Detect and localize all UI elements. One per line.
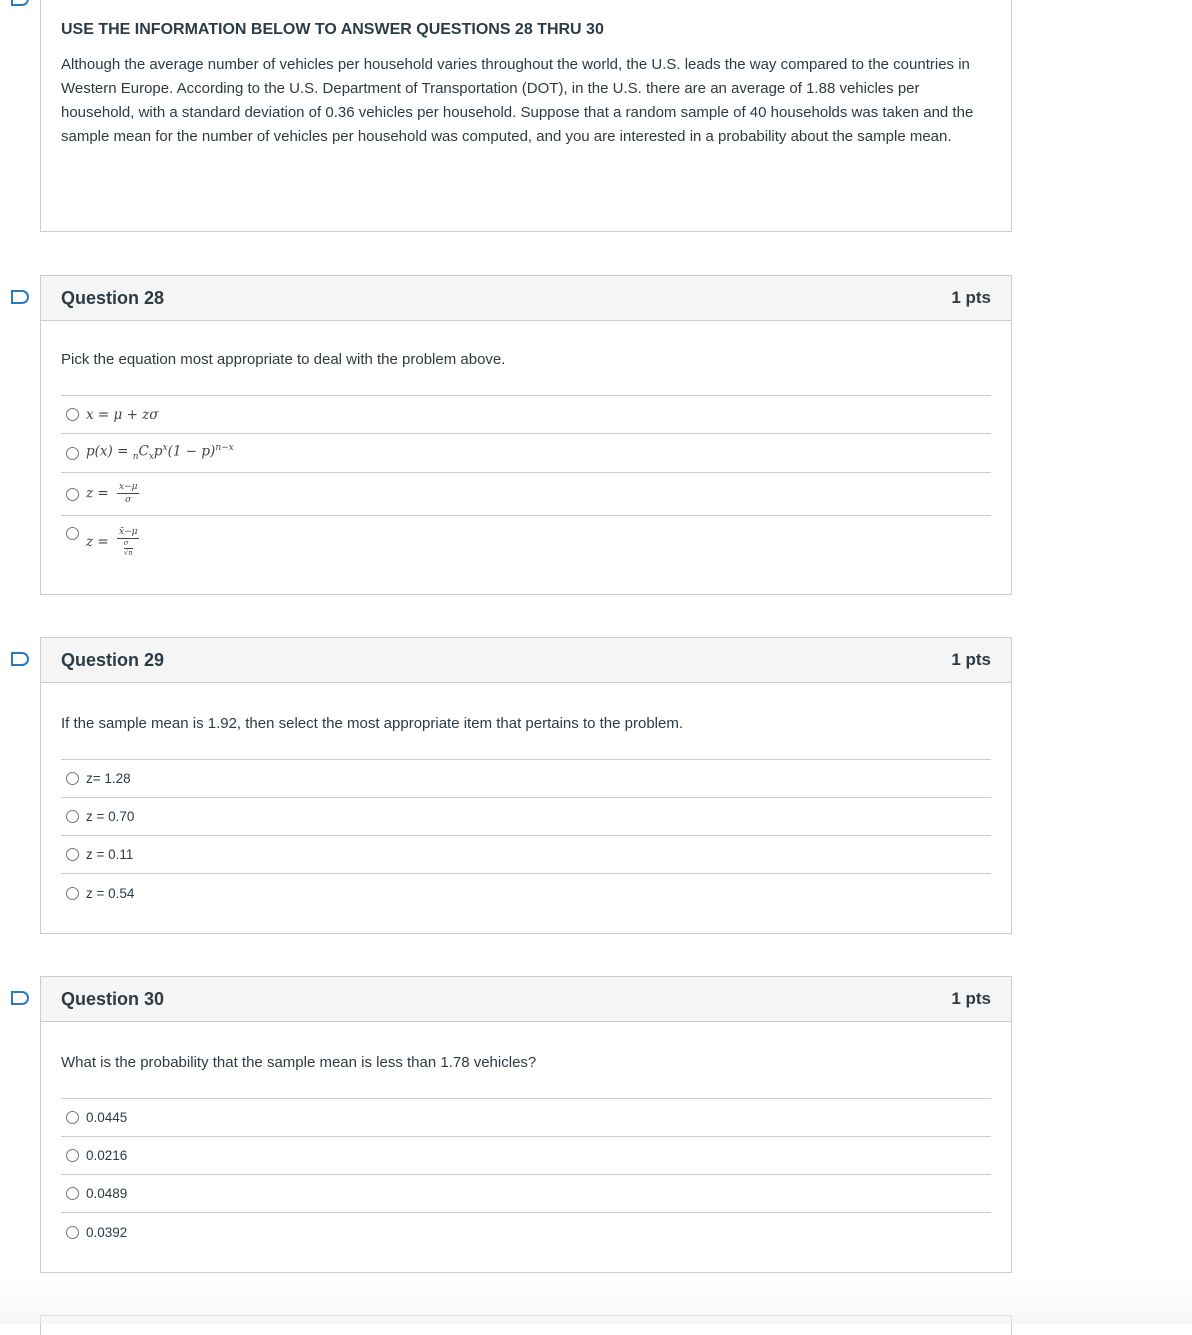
radio-button[interactable] xyxy=(66,1111,79,1124)
radio-button[interactable] xyxy=(66,447,79,460)
answer-option[interactable] xyxy=(61,396,991,434)
question-title: Question 30 xyxy=(61,988,165,1009)
answer-formula: $p(x) = _nC_xp^x(1 - p)^{n-x}$ xyxy=(86,443,234,463)
answer-list xyxy=(61,759,991,912)
answer-label: 0.0489 xyxy=(86,1186,128,1201)
answer-label: 0.0392 xyxy=(86,1224,128,1240)
question-points: 1 pts xyxy=(951,650,991,669)
info-text: Although the average number of vehicles per household varies throughout the world, the U.S. leads the way compared to the countries in Western Europe. According to the U.S. Department of Transportation (DOT), in the U.S. there are an average of 1.88 vehicles per household, with a standard deviation of 0.36 vehicles per household. Suppose that a random sample of 40 households was taken and the sample mean for the number of vehicles per household was computed, and you are interested in a probability about the sample mean. xyxy=(61,56,974,145)
answer-option[interactable] xyxy=(61,760,991,798)
answer-option[interactable] xyxy=(61,874,991,912)
radio-button[interactable] xyxy=(66,1187,79,1200)
answer-option[interactable] xyxy=(61,1175,991,1213)
question-29 xyxy=(40,637,1012,934)
question-header xyxy=(41,977,1011,1022)
radio-button[interactable] xyxy=(66,488,79,501)
answer-formula: z = x̄−μ σ √n xyxy=(86,527,138,557)
question-text: If the sample mean is 1.92, then select the most appropriate item that pertains to the problem. xyxy=(61,715,684,732)
answer-option[interactable] xyxy=(61,836,991,874)
answer-label: z= 1.28 xyxy=(86,771,131,786)
answer-option[interactable] xyxy=(61,516,991,568)
answer-option[interactable] xyxy=(61,1137,991,1175)
info-title: USE THE INFORMATION BELOW TO ANSWER QUESTIONS 28 THRU 30 xyxy=(61,21,604,38)
question-28 xyxy=(40,275,1012,595)
flag-question-30-icon[interactable] xyxy=(11,991,29,1005)
answer-option[interactable] xyxy=(61,798,991,836)
answer-label: 0.0216 xyxy=(86,1148,128,1163)
answer-option[interactable] xyxy=(61,473,991,516)
radio-button[interactable] xyxy=(66,810,79,823)
radio-button[interactable] xyxy=(66,1226,79,1239)
radio-button[interactable] xyxy=(66,848,79,861)
answer-label: z = 0.70 xyxy=(86,809,135,824)
question-header xyxy=(41,276,1011,321)
info-panel xyxy=(40,0,1012,232)
radio-button[interactable] xyxy=(66,887,79,900)
answer-option[interactable] xyxy=(61,1213,991,1251)
radio-button[interactable] xyxy=(66,772,79,785)
answer-label: z = 0.11 xyxy=(86,847,134,862)
answer-label: z = 0.54 xyxy=(86,885,135,901)
question-header xyxy=(41,638,1011,683)
question-points: 1 pts xyxy=(951,989,991,1008)
answer-list xyxy=(61,1098,991,1251)
answer-label: 0.0445 xyxy=(86,1110,128,1125)
answer-option[interactable] xyxy=(61,1099,991,1137)
answer-option[interactable] xyxy=(61,434,991,473)
answer-formula: x = μ + zσ xyxy=(86,406,159,423)
question-30 xyxy=(40,976,1012,1273)
question-title: Question 29 xyxy=(61,649,165,670)
answer-formula: z = $\frac{x-\mu}{\sigma}$ xyxy=(86,482,138,505)
radio-button[interactable] xyxy=(66,527,79,540)
question-title: Question 28 xyxy=(61,287,165,308)
flag-question-29-icon[interactable] xyxy=(11,652,29,666)
question-text: What is the probability that the sample mean is less than 1.78 vehicles? xyxy=(61,1054,537,1071)
next-question-panel-edge xyxy=(40,1315,1012,1335)
radio-button[interactable] xyxy=(66,1149,79,1162)
question-points: 1 pts xyxy=(951,288,991,307)
question-text: Pick the equation most appropriate to deal with the problem above. xyxy=(61,351,506,368)
answer-list xyxy=(61,395,991,568)
radio-button[interactable] xyxy=(66,408,79,421)
flag-question-icon[interactable] xyxy=(11,0,29,6)
flag-question-28-icon[interactable] xyxy=(11,290,29,304)
